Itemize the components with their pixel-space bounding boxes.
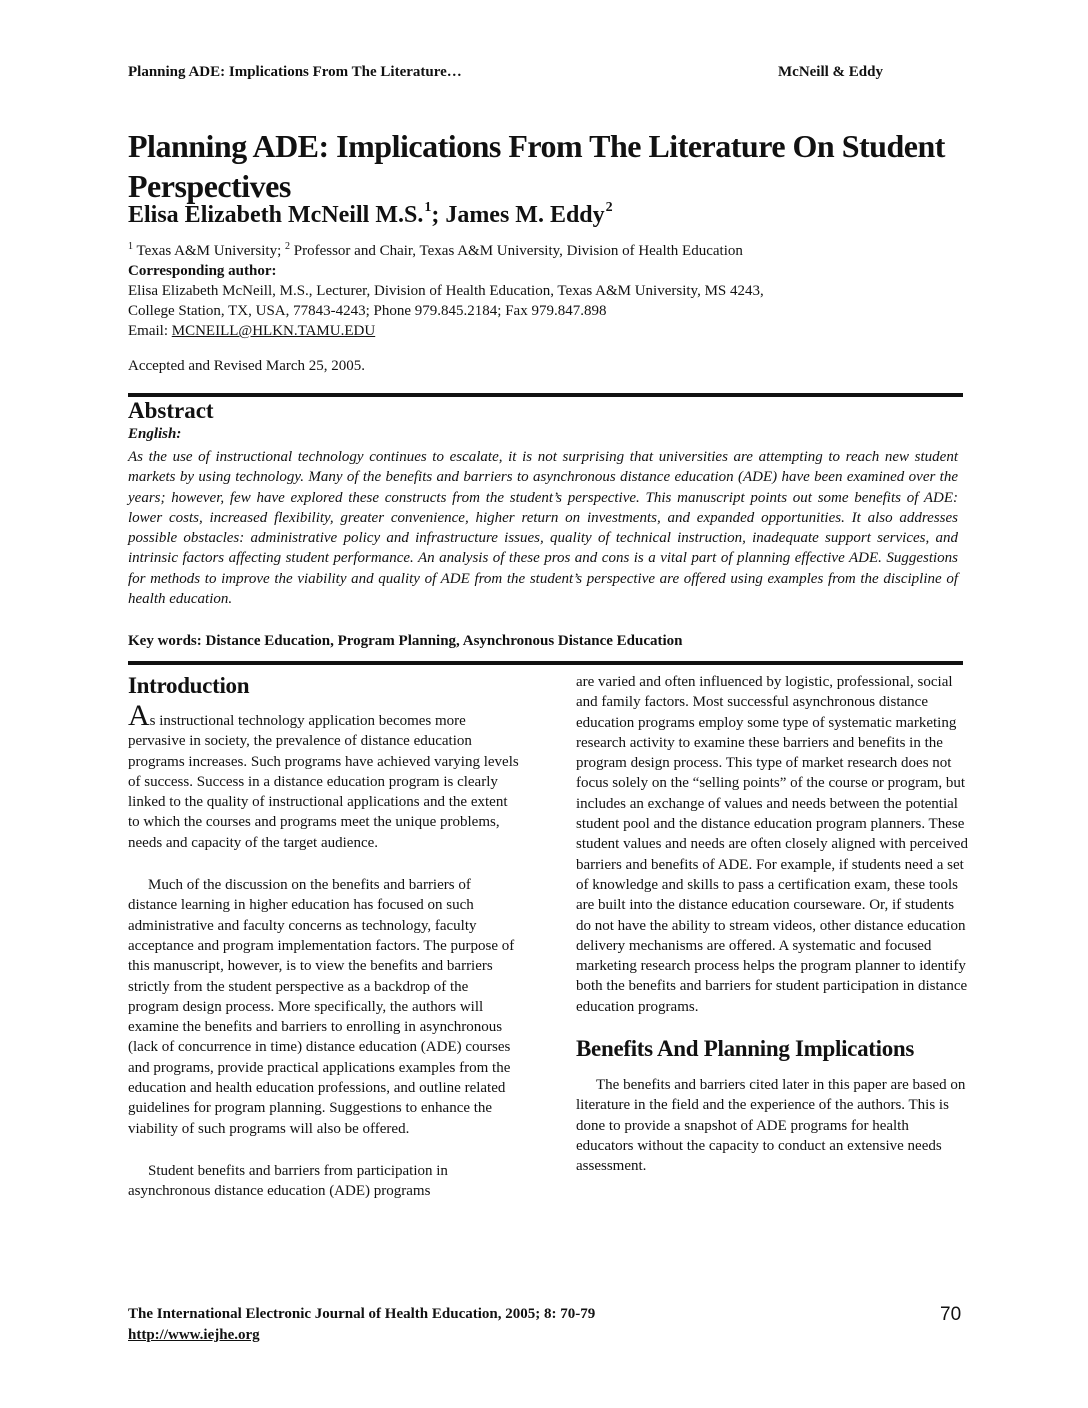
author-2-sup: 2	[605, 200, 613, 215]
drop-cap: A	[128, 699, 150, 732]
corresponding-line-1: Elisa Elizabeth McNeill, M.S., Lecturer, Division of Health Education, Texas A&M University, MS 4243,	[128, 283, 764, 299]
benefits-heading: Benefits And Planning Implications	[576, 1036, 915, 1062]
section-divider	[128, 393, 963, 397]
running-title: Planning ADE: Implications From The Literature…	[128, 64, 462, 80]
author-line	[128, 200, 613, 229]
corresponding-label: Corresponding author:	[128, 263, 277, 279]
author-1: Elisa Elizabeth McNeill M.S.	[128, 202, 424, 228]
right-column	[576, 672, 968, 1177]
benefits-paragraph-1: The benefits and barriers cited later in this paper are based on literature in the field and the experience of the authors. This is done to provide a snapshot of ADE programs for health educators without the capacity to conduct an extensive needs assessment.	[576, 1077, 966, 1175]
intro-paragraph-3-continued: are varied and often influenced by logistic, professional, social and family factors. Most successful asynchronous distance education programs employ some type of systematic marketing research activity to examine these barriers and benefits in the program design process. This type of market research does not focus solely on the “selling points” of the course or program, but includes an exchange of values and needs between the potential student pool and the distance education program planners. These student values and needs are often closely aligned with perceived barriers and benefits of ADE. For example, if students need a set of knowledge and skills to pass a certification exam, these tools are built into the distance education courseware. Or, if students do not have the ability to stream videos, other distance education delivery mechanisms are offered. A systematic and focused marketing research process helps the program planner to identify both the benefits and barriers for student participation in distance education programs.	[576, 674, 968, 1015]
author-separator: ;	[431, 202, 446, 228]
abstract-language: English:	[128, 426, 182, 442]
section-divider	[128, 661, 963, 665]
corresponding-line-2: College Station, TX, USA, 77843-4243; Phone 979.845.2184; Fax 979.847.898	[128, 303, 607, 319]
intro-paragraph-3: Student benefits and barriers from participation in asynchronous distance education (ADE) programs	[128, 1162, 448, 1200]
page-footer	[128, 1304, 595, 1346]
affiliations	[128, 237, 968, 261]
intro-paragraph-2: Much of the discussion on the benefits and barriers of distance learning in higher education has focused on such administrative and faculty concerns as technology, faculty acceptance and program implementation factors. The purpose of this manuscript, however, is to view the benefits and barriers strictly from the student perspective as a backdrop of the program design process. More specifically, the authors will examine the benefits and barriers to enrolling in asynchronous (lack of concurrence in time) distance education (ADE) courses and programs, provide practical applications examples from the education and health education professions, and outline related guidelines for program planning. Suggestions to enhance the viability of such programs will also be offered.	[128, 877, 515, 1137]
left-column	[128, 672, 520, 1202]
affiliation-2: Professor and Chair, Texas A&M University, Division of Health Education	[290, 243, 743, 259]
affiliation-2-sup: 2	[285, 241, 290, 252]
journal-url-link[interactable]: http://www.iejhe.org	[128, 1327, 260, 1343]
introduction-heading: Introduction	[128, 673, 250, 698]
keywords: Key words: Distance Education, Program Planning, Asynchronous Distance Education	[128, 633, 683, 649]
abstract-text: As the use of instructional technology continues to escalate, it is not surprising that universities are attempting to reach new student markets by using technology. Many of the benefits and barriers to asynchronous distance education (ADE) have been examined over the years; however, few have explored these constructs from the student’s perspective. This manuscript points out some benefits of ADE: lower costs, increased flexibility, greater convenience, higher return on investments, and expanded opportunities. It also addresses possible obstacles: administrative policy and infrastructure issues, quality of technical instruction, inadequate support services, and intrinsic factors affecting student performance. An analysis of these pros and cons is a vital part of planning effective ADE. Suggestions for methods to improve the viability and quality of ADE from the student’s perspective are offered using examples from the discipline of health education.	[128, 449, 958, 608]
affiliation-1: Texas A&M University;	[133, 243, 285, 259]
journal-citation: The International Electronic Journal of Health Education, 2005; 8: 70-79	[128, 1306, 596, 1322]
paper-title: Planning ADE: Implications From The Literature On Student Perspectives	[128, 128, 945, 204]
email-link[interactable]: MCNEILL@HLKN.TAMU.EDU	[171, 323, 376, 339]
running-authors: McNeill & Eddy	[778, 64, 883, 80]
affiliation-1-sup: 1	[128, 241, 133, 252]
abstract-heading: Abstract	[128, 398, 214, 423]
author-details	[128, 237, 968, 341]
author-1-sup: 1	[424, 200, 432, 215]
email-line	[128, 321, 968, 341]
intro-paragraph-1	[128, 699, 520, 853]
author-2: James M. Eddy	[445, 202, 605, 228]
accepted-date: Accepted and Revised March 25, 2005.	[128, 358, 366, 374]
page-number: 70	[940, 1304, 962, 1325]
intro-paragraph-1-text: s instructional technology application becomes more pervasive in society, the prevalence of distance education programs increases. Such programs have achieved varying levels of success. Success in a distance education program is clearly linked to the quality of instructional applications and the extent to which the courses and programs meet the unique problems, needs and capacity of the target audience.	[128, 713, 519, 851]
email-label: Email:	[128, 323, 172, 339]
